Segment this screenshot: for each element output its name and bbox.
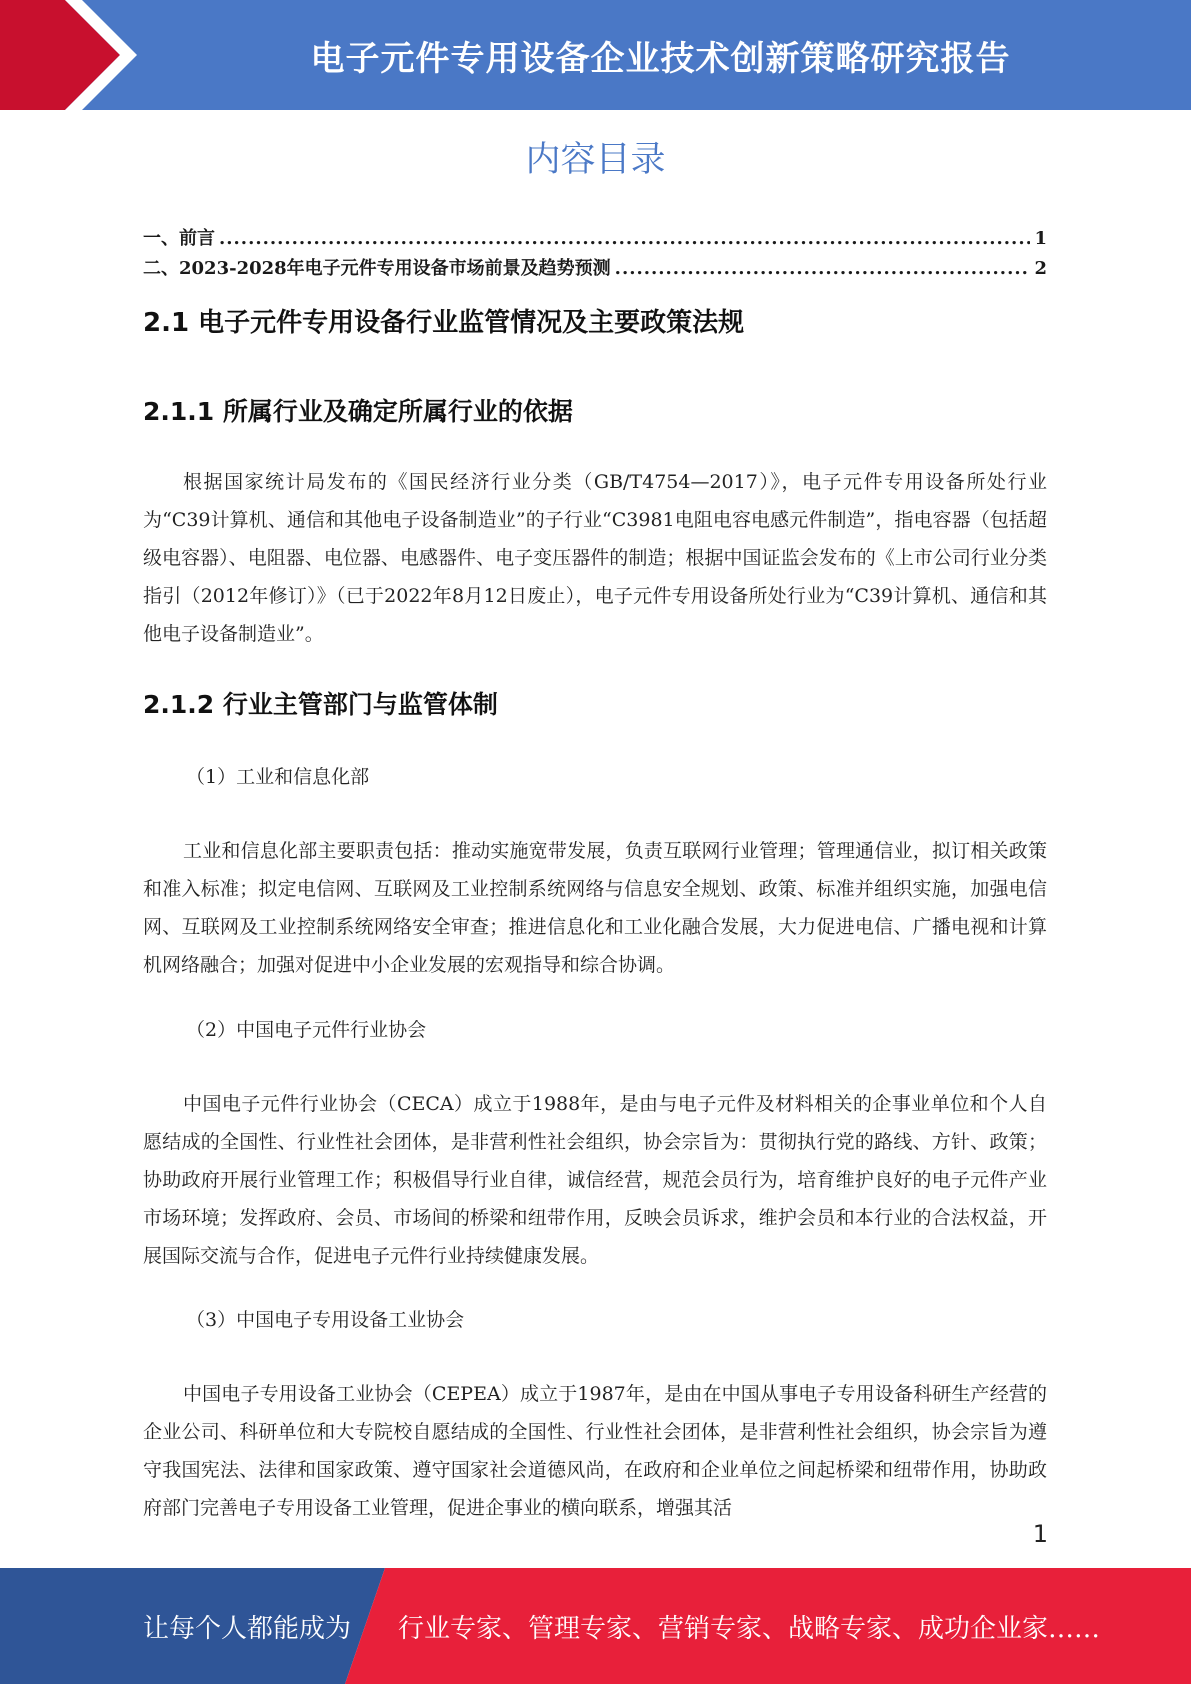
subheading-cepea: （3）中国电子专用设备工业协会	[186, 1309, 465, 1331]
toc-item-page: 2	[1034, 258, 1047, 279]
header-banner	[0, 0, 1191, 110]
toc-item-label: 一、前言	[143, 228, 215, 249]
toc-item-page: 1	[1034, 228, 1047, 249]
toc-item[interactable]	[143, 224, 1047, 254]
toc-leader-dots	[219, 228, 1030, 249]
toc-title: 内容目录	[525, 140, 666, 180]
toc-leader-dots	[615, 258, 1031, 279]
toc-list	[143, 224, 1047, 284]
paragraph-cepea: 中国电子专用设备工业协会（CEPEA）成立于1987年，是由在中国从事电子专用设备科研生产经营的企业公司、科研单位和大专院校自愿结成的全国性、行业性社会团体，是非营利性社会组织，协会宗旨为遵守我国宪法、法律和国家政策、遵守国家社会道德风尚，在政府和企业单位之间起桥梁和纽带作用，协助政府部门完善电子专用设备工业管理，促进企事业的横向联系，增强其活	[143, 1383, 1047, 1519]
subheading-miit: （1）工业和信息化部	[186, 766, 370, 788]
section-heading-2-1-2: 2.1.2 行业主管部门与监管体制	[143, 690, 498, 719]
section-heading-2-1: 2.1 电子元件专用设备行业监管情况及主要政策法规	[143, 308, 745, 338]
toc-item[interactable]	[143, 254, 1047, 284]
toc-item-label: 二、2023-2028年电子元件专用设备市场前景及趋势预测	[143, 258, 611, 279]
section-heading-2-1-1: 2.1.1 所属行业及确定所属行业的依据	[143, 397, 573, 426]
footer-banner	[0, 1568, 1191, 1684]
header-arrow-icon	[0, 0, 160, 110]
footer-slogan-left: 让每个人都能成为	[143, 1613, 352, 1644]
subheading-ceca: （2）中国电子元件行业协会	[186, 1019, 427, 1041]
paragraph-industry-basis: 根据国家统计局发布的《国民经济行业分类（GB/T4754—2017）》，电子元件专用设备所处行业为“C39计算机、通信和其他电子设备制造业”的子行业“C3981电阻电容电感元件制造”，指电容器（包括超级电容器）、电阻器、电位器、电感器件、电子变压器件的制造；根据中国证监会发布的《上市公司行业分类指引（2012年修订）》（已于2022年8月12日废止），电子元件专用设备所处行业为“C39计算机、通信和其他电子设备制造业”。	[143, 471, 1047, 645]
report-title: 电子元件专用设备企业技术创新策略研究报告	[310, 38, 1011, 79]
paragraph-miit: 工业和信息化部主要职责包括：推动实施宽带发展，负责互联网行业管理；管理通信业，拟订相关政策和准入标准；拟定电信网、互联网及工业控制系统网络与信息安全规划、政策、标准并组织实施，加强电信网、互联网及工业控制系统网络安全审查；推进信息化和工业化融合发展，大力促进电信、广播电视和计算机网络融合；加强对促进中小企业发展的宏观指导和综合协调。	[143, 840, 1047, 976]
paragraph-ceca: 中国电子元件行业协会（CECA）成立于1988年，是由与电子元件及材料相关的企事业单位和个人自愿结成的全国性、行业性社会团体，是非营利性社会组织，协会宗旨为：贯彻执行党的路线、方针、政策；协助政府开展行业管理工作；积极倡导行业自律，诚信经营，规范会员行为，培育维护良好的电子元件产业市场环境；发挥政府、会员、市场间的桥梁和纽带作用，反映会员诉求，维护会员和本行业的合法权益，开展国际交流与合作，促进电子元件行业持续健康发展。	[143, 1093, 1047, 1267]
page-number: 1	[1032, 1520, 1048, 1548]
footer-slogan-right: 行业专家、管理专家、营销专家、战略专家、成功企业家……	[398, 1613, 1101, 1644]
